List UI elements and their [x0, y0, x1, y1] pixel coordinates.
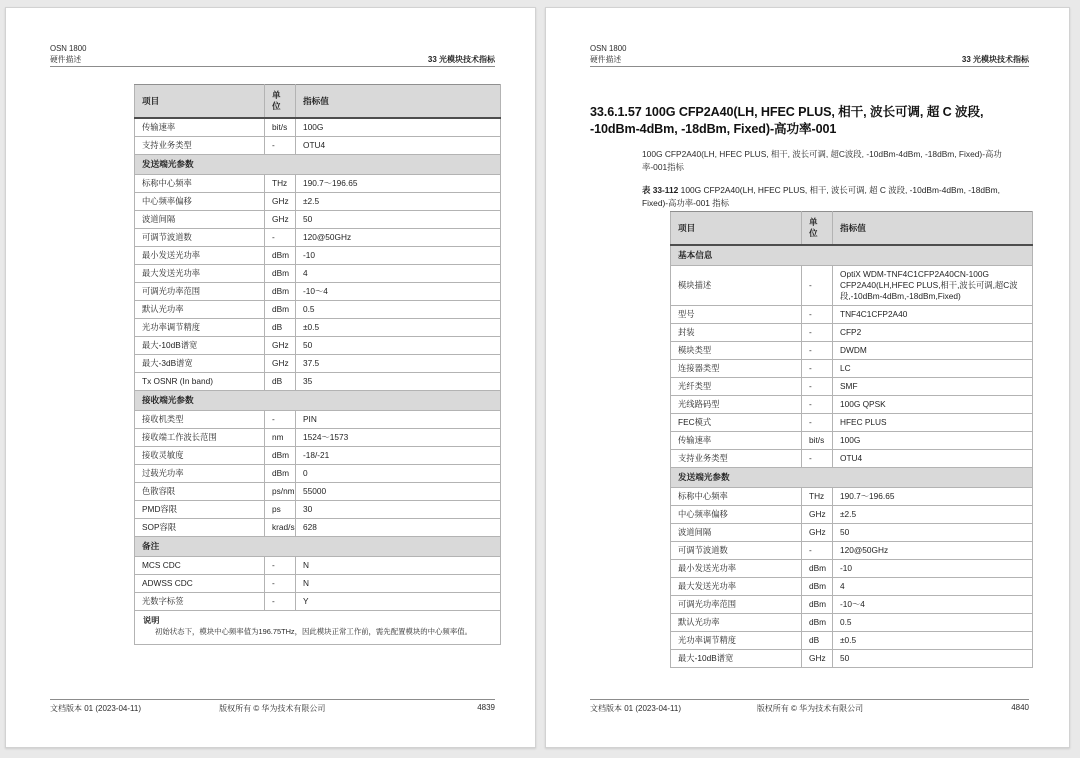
header-chapter-left: 33 光模块技术指标 — [427, 54, 495, 64]
table-row — [135, 283, 501, 301]
table-cell-item: 光数字标签 — [135, 593, 265, 611]
table-section-row — [135, 537, 501, 557]
table-row — [135, 175, 501, 193]
table-cell-unit: dBm — [265, 265, 296, 283]
table-cell-item: 最大发送光功率 — [671, 578, 802, 596]
table-cell-unit: dBm — [265, 447, 296, 465]
table-row — [135, 265, 501, 283]
table-cell-value: PIN — [296, 411, 501, 429]
table-cell-value: 50 — [833, 650, 1033, 668]
table-cell-unit: - — [802, 360, 833, 378]
table-cell-value: Y — [296, 593, 501, 611]
table-cell-value: 37.5 — [296, 355, 501, 373]
table-cell-value: DWDM — [833, 342, 1033, 360]
table-cell-value: 100G — [833, 432, 1033, 450]
table-row — [135, 373, 501, 391]
table-row — [135, 337, 501, 355]
table-row — [671, 360, 1033, 378]
table-cell-unit: - — [802, 396, 833, 414]
table-cell-item: MCS CDC — [135, 557, 265, 575]
table-cell-item: 波道间隔 — [671, 524, 802, 542]
table-cell-value: 1524～1573 — [296, 429, 501, 447]
table-cell-unit: - — [265, 137, 296, 155]
table-cell-item: 可调节波道数 — [135, 229, 265, 247]
table-cell-unit: bit/s — [265, 118, 296, 137]
table-cell-value: 120@50GHz — [296, 229, 501, 247]
section-heading: 33.6.1.57 100G CFP2A40(LH, HFEC PLUS, 相干, 波长可调, 超 C 波段, -10dBm-4dBm, -18dBm, Fixed)-高功率-001 — [590, 105, 984, 136]
table-cell-value: ±0.5 — [833, 632, 1033, 650]
table-cell-value: OTU4 — [296, 137, 501, 155]
table-cell-item: Tx OSNR (In band) — [135, 373, 265, 391]
table-row — [671, 614, 1033, 632]
table-cell-item: 模块描述 — [671, 266, 802, 306]
table-cell-value: SMF — [833, 378, 1033, 396]
table-cell-unit: dB — [265, 319, 296, 337]
table-cell-value: 4 — [833, 578, 1033, 596]
table-cell-item: 默认光功率 — [671, 614, 802, 632]
table-cell-item: 连接器类型 — [671, 360, 802, 378]
table-cell-unit: GHz — [802, 524, 833, 542]
table-cell-unit: ps/nm — [265, 483, 296, 501]
table-cell-item: 光纤类型 — [671, 378, 802, 396]
table-cell-item: 最大-10dB谱宽 — [671, 650, 802, 668]
table-row — [671, 342, 1033, 360]
table-row — [135, 575, 501, 593]
header-product-left: OSN 1800 — [50, 44, 87, 53]
table-row — [671, 324, 1033, 342]
footer-copyright-left: 版权所有 © 华为技术有限公司 — [219, 704, 326, 713]
table-cell-item: PMD容限 — [135, 501, 265, 519]
table-section-label: 备注 — [135, 537, 501, 557]
table-row — [135, 557, 501, 575]
table-section-label: 基本信息 — [671, 245, 1033, 266]
table-cell-value: -10 — [833, 560, 1033, 578]
table-row — [671, 542, 1033, 560]
table-cell-unit: dB — [802, 632, 833, 650]
footer-pagenumber-left: 4839 — [477, 703, 495, 712]
table-cell-value: ±2.5 — [296, 193, 501, 211]
table-cell-item: 标称中心频率 — [135, 175, 265, 193]
table-cell-unit: dBm — [802, 578, 833, 596]
table-row — [135, 447, 501, 465]
running-header-right — [590, 44, 1029, 67]
table-cell-value: CFP2 — [833, 324, 1033, 342]
table-cell-unit: bit/s — [802, 432, 833, 450]
table-cell-value: 50 — [296, 211, 501, 229]
col-header-value: 指标值 — [833, 212, 1033, 246]
table-cell-unit: GHz — [802, 506, 833, 524]
table-cell-item: 默认光功率 — [135, 301, 265, 319]
table-cell-value: ±0.5 — [296, 319, 501, 337]
table-cell-unit: - — [802, 324, 833, 342]
table-cell-unit: - — [802, 542, 833, 560]
table-row — [671, 560, 1033, 578]
table-cell-item: 封装 — [671, 324, 802, 342]
footer-copyright-right: 版权所有 © 华为技术有限公司 — [756, 704, 864, 713]
table-cell-unit: THz — [265, 175, 296, 193]
table-section-row — [671, 245, 1033, 266]
table-cell-unit: GHz — [802, 650, 833, 668]
table-cell-item: 型号 — [671, 306, 802, 324]
table-header-row — [671, 212, 1033, 246]
table-cell-item: 最大-10dB谱宽 — [135, 337, 265, 355]
table-cell-item: 支持业务类型 — [135, 137, 265, 155]
table-cell-unit: - — [265, 229, 296, 247]
table-cell-item: 传输速率 — [135, 118, 265, 137]
table-cell-unit: dB — [265, 373, 296, 391]
table-cell-unit: dBm — [265, 465, 296, 483]
table-row — [671, 632, 1033, 650]
spec-table-left — [134, 84, 501, 645]
table-cell-unit: dBm — [802, 560, 833, 578]
header-doc-right: 硬件描述 — [590, 54, 622, 64]
table-cell-value: 100G QPSK — [833, 396, 1033, 414]
table-cell-item: 模块类型 — [671, 342, 802, 360]
spec-table-left-body — [135, 118, 501, 644]
table-row — [671, 414, 1033, 432]
table-cell-unit: - — [802, 342, 833, 360]
table-cell-value: 50 — [833, 524, 1033, 542]
table-cell-item: 支持业务类型 — [671, 450, 802, 468]
table-row — [135, 501, 501, 519]
table-cell-item: 接收灵敏度 — [135, 447, 265, 465]
table-cell-unit: - — [265, 557, 296, 575]
table-section-label: 发送端光参数 — [135, 155, 501, 175]
table-cell-item: 光线路码型 — [671, 396, 802, 414]
table-cell-unit: - — [802, 414, 833, 432]
table-cell-value: TNF4C1CFP2A40 — [833, 306, 1033, 324]
table-cell-value: 100G — [296, 118, 501, 137]
table-cell-unit: - — [265, 411, 296, 429]
table-cell-item: 光功率调节精度 — [671, 632, 802, 650]
table-row — [135, 319, 501, 337]
table-cell-unit: - — [802, 306, 833, 324]
table-cell-unit: - — [802, 266, 833, 306]
col-header-item: 项目 — [671, 212, 802, 246]
running-footer-right — [590, 699, 1029, 714]
table-cell-item: 接收端工作波长范围 — [135, 429, 265, 447]
table-row — [135, 193, 501, 211]
col-header-value: 指标值 — [296, 85, 501, 119]
table-cell-value: 50 — [296, 337, 501, 355]
table-cell-unit: dBm — [265, 301, 296, 319]
spec-table-right-body — [671, 245, 1033, 668]
table-row — [671, 524, 1033, 542]
table-cell-unit: THz — [802, 488, 833, 506]
table-row — [135, 211, 501, 229]
table-cell-unit: ps — [265, 501, 296, 519]
header-doc-left: 硬件描述 — [50, 54, 82, 64]
table-row — [671, 596, 1033, 614]
table-caption-number: 表 33-112 — [642, 185, 679, 195]
document-page-left — [5, 7, 536, 748]
table-cell-unit: nm — [265, 429, 296, 447]
footer-version-left: 文档版本 01 (2023-04-11) — [50, 704, 141, 713]
table-cell-item: 可调光功率范围 — [671, 596, 802, 614]
table-cell-unit: - — [265, 575, 296, 593]
col-header-unit: 单位 — [265, 85, 296, 119]
table-cell-value: -10 — [296, 247, 501, 265]
table-row — [135, 411, 501, 429]
document-page-right — [545, 7, 1070, 748]
table-cell-value: N — [296, 575, 501, 593]
table-row — [135, 519, 501, 537]
table-cell-value: 4 — [296, 265, 501, 283]
table-cell-unit: GHz — [265, 337, 296, 355]
table-cell-value: OptiX WDM-TNF4C1CFP2A40CN-100G CFP2A40(LH,HFEC PLUS,相干,波长可调,超C波段,-10dBm-4dBm,-18dBm,Fixed) — [833, 266, 1033, 306]
table-row — [671, 578, 1033, 596]
running-header-left — [50, 44, 495, 67]
spec-table-right — [670, 211, 1033, 668]
table-row — [671, 266, 1033, 306]
table-cell-value: -18/-21 — [296, 447, 501, 465]
table-cell-item: 中心频率偏移 — [135, 193, 265, 211]
table-header-row — [135, 85, 501, 119]
table-row — [671, 432, 1033, 450]
table-cell-value: 190.7～196.65 — [833, 488, 1033, 506]
footer-version-right: 文档版本 01 (2023-04-11) — [590, 704, 681, 713]
table-row — [671, 378, 1033, 396]
table-row — [671, 306, 1033, 324]
table-cell-item: 过载光功率 — [135, 465, 265, 483]
table-row — [135, 593, 501, 611]
table-cell-value: -10～4 — [833, 596, 1033, 614]
table-cell-unit: GHz — [265, 355, 296, 373]
table-cell-unit: GHz — [265, 211, 296, 229]
note-title: 说明 — [143, 616, 160, 625]
table-cell-item: 接收机类型 — [135, 411, 265, 429]
table-section-row — [135, 391, 501, 411]
table-cell-value: HFEC PLUS — [833, 414, 1033, 432]
table-cell-item: ADWSS CDC — [135, 575, 265, 593]
table-cell-unit: krad/s — [265, 519, 296, 537]
table-cell-unit: GHz — [265, 193, 296, 211]
table-row — [135, 483, 501, 501]
table-cell-item: 最小发送光功率 — [671, 560, 802, 578]
table-cell-value: LC — [833, 360, 1033, 378]
table-cell-item: 最小发送光功率 — [135, 247, 265, 265]
table-cell-value: ±2.5 — [833, 506, 1033, 524]
table-cell-item: 色散容限 — [135, 483, 265, 501]
table-section-row — [671, 468, 1033, 488]
table-cell-value: -10～4 — [296, 283, 501, 301]
table-cell-item: FEC模式 — [671, 414, 802, 432]
table-cell-item: 可调节波道数 — [671, 542, 802, 560]
note-body: 初始状态下，模块中心频率值为196.75THz，因此模块正常工作前，需先配置模块的中心频率值。 — [155, 627, 472, 636]
table-cell-unit: - — [265, 593, 296, 611]
table-cell-value: 0.5 — [833, 614, 1033, 632]
table-cell-value: 120@50GHz — [833, 542, 1033, 560]
running-footer-left — [50, 699, 495, 714]
table-section-label: 发送端光参数 — [671, 468, 1033, 488]
header-product-right: OSN 1800 — [590, 44, 627, 53]
footer-pagenumber-right: 4840 — [1011, 703, 1029, 712]
table-row — [135, 118, 501, 137]
table-caption-text: 100G CFP2A40(LH, HFEC PLUS, 相干, 波长可调, 超 C 波段, -10dBm-4dBm, -18dBm, Fixed)-高功率-001 指标 — [642, 185, 1000, 208]
table-cell-value: 190.7～196.65 — [296, 175, 501, 193]
table-row — [135, 247, 501, 265]
table-cell-item: 波道间隔 — [135, 211, 265, 229]
table-section-row — [135, 155, 501, 175]
table-row — [671, 450, 1033, 468]
table-cell-value: 0.5 — [296, 301, 501, 319]
table-row — [135, 137, 501, 155]
table-row — [135, 301, 501, 319]
table-row — [135, 229, 501, 247]
table-cell-item: 中心频率偏移 — [671, 506, 802, 524]
table-cell-unit: dBm — [265, 283, 296, 301]
table-cell-value: 30 — [296, 501, 501, 519]
table-note-cell — [135, 611, 501, 645]
table-cell-value: OTU4 — [833, 450, 1033, 468]
table-cell-item: 最大-3dB谱宽 — [135, 355, 265, 373]
table-cell-unit: dBm — [802, 596, 833, 614]
table-row — [135, 355, 501, 373]
table-cell-value: 55000 — [296, 483, 501, 501]
table-row — [671, 488, 1033, 506]
table-cell-unit: - — [802, 450, 833, 468]
table-cell-unit: dBm — [265, 247, 296, 265]
col-header-item: 项目 — [135, 85, 265, 119]
table-cell-value: 0 — [296, 465, 501, 483]
table-caption — [642, 184, 1025, 209]
table-cell-unit: - — [802, 378, 833, 396]
table-cell-item: 最大发送光功率 — [135, 265, 265, 283]
table-cell-value: 35 — [296, 373, 501, 391]
table-row — [671, 506, 1033, 524]
section-intro-paragraph: 100G CFP2A40(LH, HFEC PLUS, 相干, 波长可调, 超C波段, -10dBm-4dBm, -18dBm, Fixed)-高功率-001指标 — [642, 149, 1002, 172]
table-row — [135, 465, 501, 483]
table-row — [671, 396, 1033, 414]
table-cell-item: 传输速率 — [671, 432, 802, 450]
header-chapter-right: 33 光模块技术指标 — [961, 54, 1029, 64]
table-cell-item: 标称中心频率 — [671, 488, 802, 506]
table-cell-value: 628 — [296, 519, 501, 537]
table-cell-item: 可调光功率范围 — [135, 283, 265, 301]
table-note-row — [135, 611, 501, 645]
table-cell-value: N — [296, 557, 501, 575]
table-row — [671, 650, 1033, 668]
table-section-label: 接收端光参数 — [135, 391, 501, 411]
table-cell-item: SOP容限 — [135, 519, 265, 537]
table-cell-item: 光功率调节精度 — [135, 319, 265, 337]
col-header-unit: 单位 — [802, 212, 833, 246]
table-row — [135, 429, 501, 447]
table-cell-unit: dBm — [802, 614, 833, 632]
